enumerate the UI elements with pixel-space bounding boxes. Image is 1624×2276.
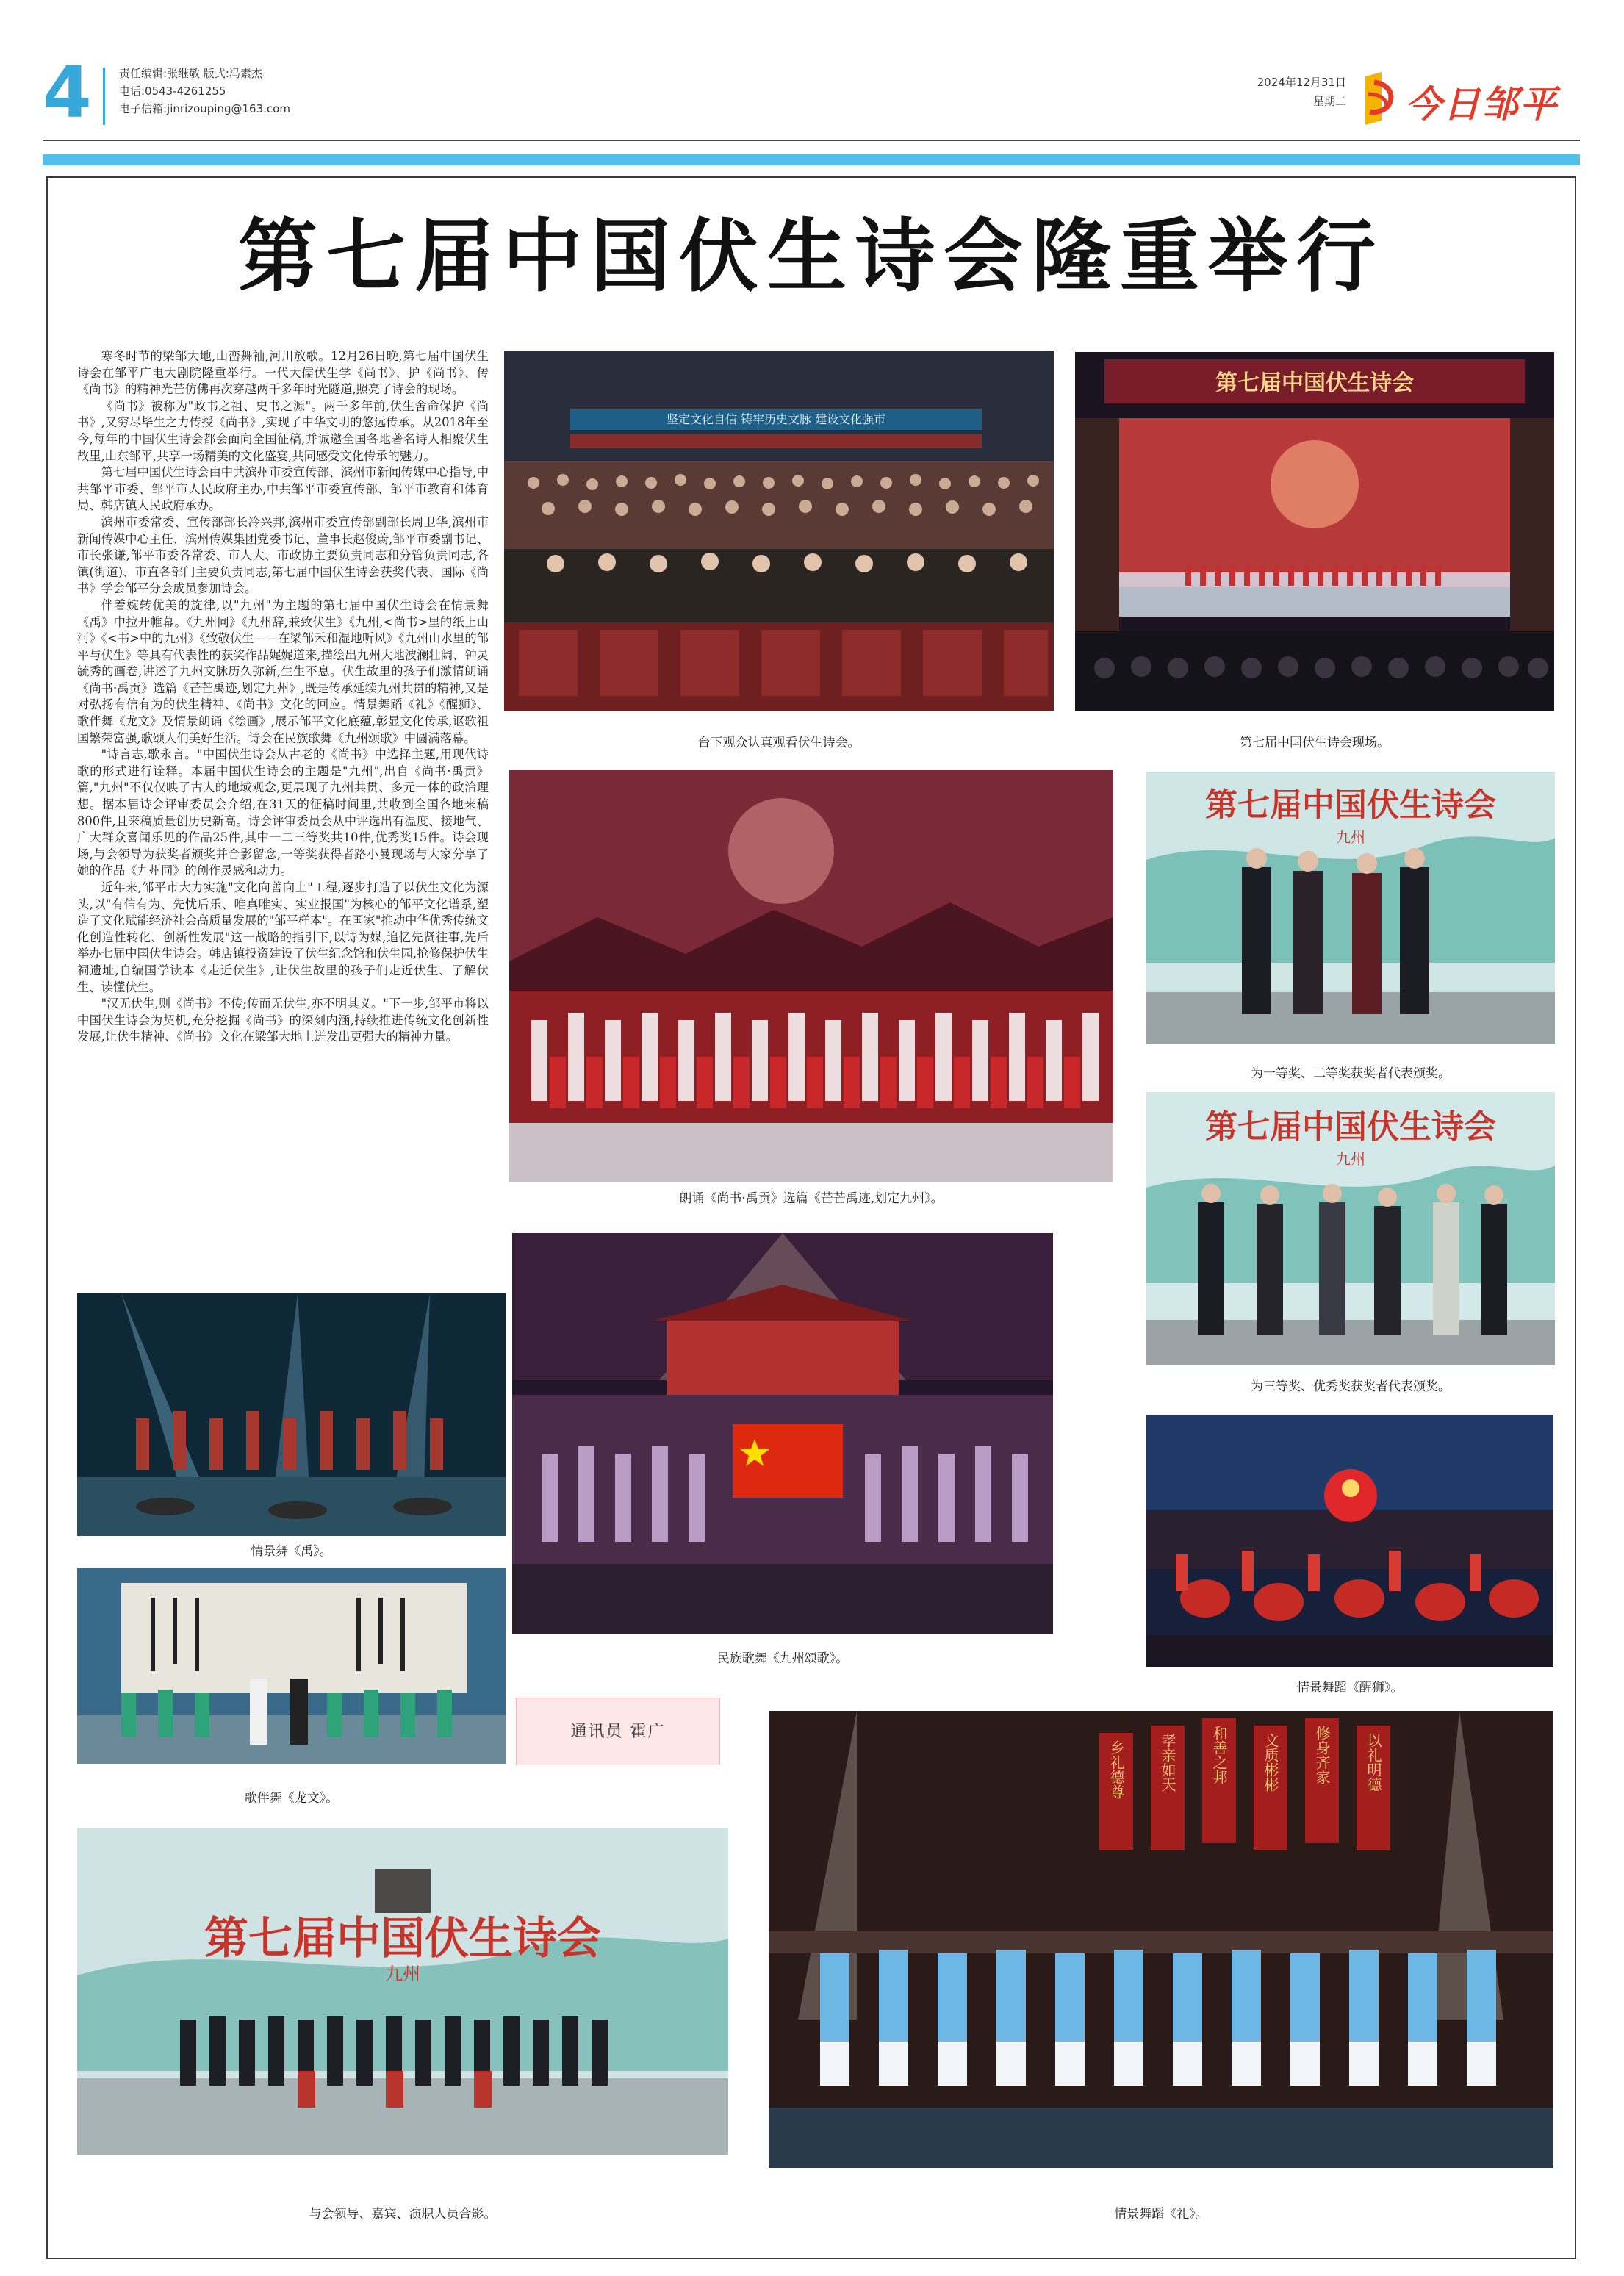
photo-stage — [1075, 352, 1554, 711]
photo-audience — [504, 351, 1054, 711]
caption-recital: 朗诵《尚书·禹贡》选篇《芒芒禹迹,划定九州》。 — [679, 1191, 944, 1206]
photo-dance-yu — [77, 1293, 506, 1536]
award2-screen-sub: 九州 — [1336, 1150, 1365, 1168]
paragraph: 伴着婉转优美的旋律,以"九州"为主题的第七届中国伏生诗会在情景舞《禹》中拉开帷幕。《九州同》《九州辞,兼致伏生》《九州,<尚书>里的纸上山河》《<书>中的九州》《致敬伏生——在梁邹禾和湿地听风》《九州山水里的邹平与伏生》等具有代表性的获奖作品娓娓道来,描绘出九州大地波澜壮阔、钟灵毓秀的画卷,讲述了九州文脉历久弥新,生生不息。伏生故里的孩子们激情朗诵《尚书·禹贡》选篇《芒芒禹迹,划定九州》,既是传承延续九州共贯的精神,又是对弘扬有信有为的伏生精神、《尚书》文化的回应。情景舞蹈《礼》《醒狮》、歌伴舞《龙文》及情景朗诵《绘画》,展示邹平文化底蕴,彰显文化传承,讴歌祖国繁荣富强,歌颂人们美好生活。诗会在民族歌舞《九州颂歌》中圆满落幕。 — [77, 597, 489, 745]
paragraph: "诗言志,歌永言。"中国伏生诗会从古老的《尚书》中选择主题,用现代诗歌的形式进行诠释。本届中国伏生诗会的主题是"九州",出自《尚书·禹贡》篇,"九州"不仅仅映了古人的地域观念,更展现了九州共贯、多元一体的政治理想。据本届诗会评审委员会介绍,在31天的征稿时间里,共收到全国各地来稿800件,且来稿质量创历史新高。诗会评审委员会从中评选出有温度、接地气、广大群众喜闻乐见的作品25件,其中一二三等奖共10件,优秀奖15件。诗会现场,与会领导为获奖者颁奖并合影留念,一等奖获得者路小曼现场与大家分享了她的作品《九州同》的创作灵感和动力。 — [77, 747, 489, 878]
issue-weekday: 星期二 — [1312, 95, 1346, 108]
paragraph: 滨州市委常委、宣传部部长冷兴邦,滨州市委宣传部副部长周卫华,滨州市新闻传媒中心主任、滨州传媒集团党委书记、董事长赵俊蔚,邹平市委副书记、市长张谦,邹平市委各常委、市人大、市政协主要负责同志和分管负责同志,各镇(街道)、市直各部门主要负责同志,第七届中国伏生诗会获奖代表、国际《尚书》学会邹平分会成员参加诗会。 — [77, 514, 489, 596]
audience-banner-text: 坚定文化自信 铸牢历史文脉 建设文化强市 — [666, 412, 886, 426]
paragraph: 《尚书》被称为"政书之祖、史书之源"。两千多年前,伏生舍命保护《尚书》,又穷尽毕生之力传授《尚书》,实现了中华文明的悠远传承。从2018年至今,每年的中国伏生诗会都会面向全国征稿,并诚邀全国各地著名诗人相聚伏生故里,山东邹平,共享一场精美的文化盛宴,共同感受文化传承的魅力。 — [77, 398, 489, 463]
email-line: 电子信箱:jinrizouping@163.com — [119, 102, 290, 115]
article-body — [77, 348, 489, 1046]
award1-screen-title: 第七届中国伏生诗会 — [1205, 786, 1496, 824]
li-banner-3: 文质彬彬 — [1262, 1733, 1279, 1792]
caption-stage: 第七届中国伏生诗会现场。 — [1240, 736, 1390, 750]
paragraph: "汉无伏生,则《尚书》不传;传而无伏生,亦不明其义。"下一步,邹平市将以中国伏生诗会为契机,充分挖掘《尚书》的深刻内涵,持续推进传统文化创新性发展,让伏生精神、《尚书》文化在梁邹大地上迸发出更强大的精神力量。 — [77, 997, 489, 1044]
group-screen-sub: 九州 — [385, 1964, 420, 1984]
header-rule — [43, 140, 1580, 141]
photo-dance-longwen — [77, 1568, 506, 1764]
newspaper-title: 今日邹平 — [1405, 83, 1558, 126]
caption-longwen: 歌伴舞《龙文》。 — [244, 1791, 339, 1806]
paragraph: 寒冬时节的梁邹大地,山峦舞袖,河川放歌。12月26日晚,第七届中国伏生诗会在邹平广电大剧院隆重举行。一代大儒伏生学《尚书》、护《尚书》、传《尚书》的精神光芒仿佛再次穿越两千多年时光隧道,照亮了诗会的现场。 — [77, 349, 489, 397]
phone-line: 电话:0543-4261255 — [119, 85, 226, 98]
caption-award1: 为一等奖、二等奖获奖者代表颁奖。 — [1251, 1066, 1451, 1081]
caption-group: 与会领导、嘉宾、演职人员合影。 — [309, 2207, 497, 2222]
li-banner-5: 以礼明德 — [1365, 1733, 1382, 1792]
editor-line: 责任编辑:张继敬 版式:冯素杰 — [119, 67, 262, 80]
issue-date: 2024年12月31日 — [1257, 76, 1346, 89]
li-banner-6: 乡礼德尊 — [1107, 1740, 1125, 1799]
caption-yu: 情景舞《禹》。 — [251, 1544, 332, 1559]
award1-screen-sub: 九州 — [1336, 828, 1365, 846]
header-blue-bar — [43, 154, 1580, 165]
paragraph: 近年来,邹平市大力实施"文化向善向上"工程,逐步打造了以伏生文化为源头,以"有信有为、先忧后乐、唯真唯实、实业报国"为核心的邹平文化谱系,塑造了文化赋能经济社会高质量发展的"邹平样本"。在国家"推动中华优秀传统文化创造性转化、创新性发展"这一战略的指引下,以诗为媒,追忆先贤往事,先后举办七届中国伏生诗会。韩店镇投资建设了伏生纪念馆和伏生园,抢修保护伏生祠遗址,自编国学读本《走近伏生》,让伏生故里的孩子们走近伏生、了解伏生、读懂伏生。 — [77, 880, 489, 994]
paragraph: 第七届中国伏生诗会由中共滨州市委宣传部、滨州市新闻传媒中心指导,中共邹平市委、邹平市人民政府主办,中共邹平市委宣传部、邹平市教育和体育局、韩店镇人民政府承办。 — [77, 465, 489, 513]
caption-jiuzhou: 民族歌舞《九州颂歌》。 — [716, 1651, 849, 1666]
newspaper-logo-icon — [1361, 69, 1402, 128]
caption-lion: 情景舞蹈《醒狮》。 — [1296, 1681, 1404, 1695]
header-divider — [103, 68, 105, 125]
li-banner-4: 修身齐家 — [1313, 1726, 1331, 1784]
photo-lion-dance — [1146, 1415, 1553, 1667]
stage-banner-text: 第七届中国伏生诗会 — [1215, 370, 1414, 396]
photo-dance-li — [769, 1711, 1553, 2168]
caption-li: 情景舞蹈《礼》。 — [1114, 2207, 1208, 2222]
photo-award-first-second — [1146, 772, 1555, 1044]
photo-recital — [509, 770, 1113, 1182]
award2-screen-title: 第七届中国伏生诗会 — [1205, 1108, 1496, 1146]
li-banner-2: 和善之邦 — [1210, 1726, 1228, 1784]
byline: 通讯员 霍广 — [516, 1698, 720, 1765]
page-number: 4 — [43, 51, 92, 134]
article-headline: 第七届中国伏生诗会隆重举行 — [237, 211, 1384, 303]
caption-audience: 台下观众认真观看伏生诗会。 — [697, 736, 860, 750]
photo-jiuzhou-song — [512, 1233, 1053, 1634]
photo-group — [77, 1828, 728, 2155]
group-screen-title: 第七届中国伏生诗会 — [204, 1913, 601, 1964]
li-banner-1: 孝亲如天 — [1159, 1733, 1176, 1792]
photo-award-third-excellence — [1146, 1092, 1555, 1365]
caption-award2: 为三等奖、优秀奖获奖者代表颁奖。 — [1251, 1379, 1451, 1394]
